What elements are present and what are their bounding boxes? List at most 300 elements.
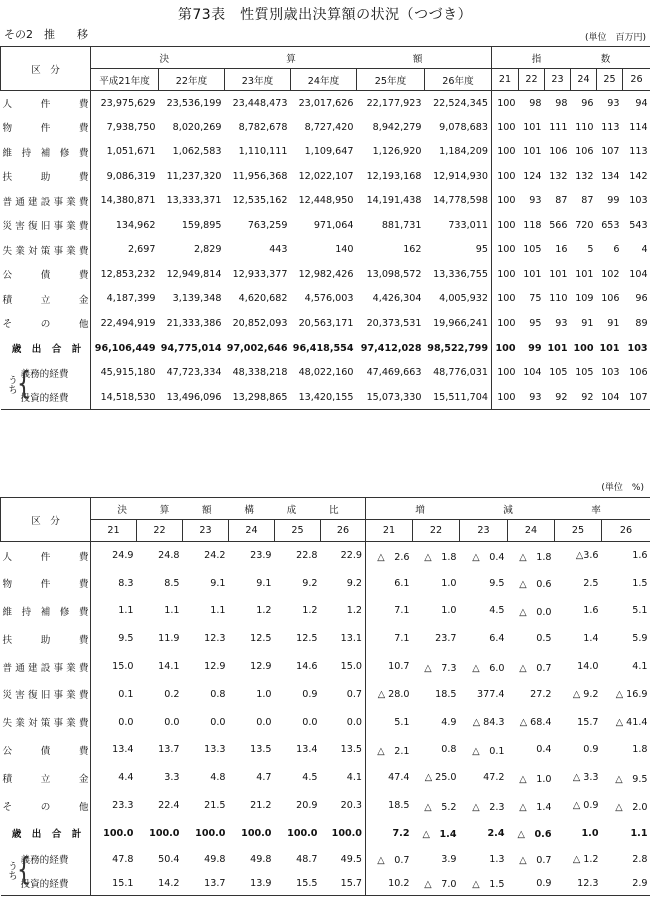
index-cell: 100 xyxy=(492,238,519,263)
row-label-char: 出 xyxy=(31,344,42,355)
amount-cell: 9,086,319 xyxy=(91,164,159,189)
composition-cell: 20.9 xyxy=(296,800,318,812)
rate-cell: 377.4 xyxy=(477,688,505,700)
row-label xyxy=(1,764,91,792)
row-label-char: 普 xyxy=(2,196,13,208)
rate-cell: 0.9 xyxy=(508,871,555,895)
row-label-char: 費 xyxy=(78,221,89,233)
index-cell: 100 xyxy=(492,262,519,287)
row-label-char: 件 xyxy=(40,123,51,135)
row-label-char: 費 xyxy=(78,662,89,674)
row-label-char: 害 xyxy=(15,690,25,702)
header-char: 算 xyxy=(286,53,296,65)
row-label-char: 人 xyxy=(2,551,13,563)
rate-cell: 4.9 xyxy=(441,716,457,728)
rate-cell: 7.1 xyxy=(366,625,413,653)
row-label-char: 災 xyxy=(2,221,13,233)
table-row xyxy=(1,164,650,189)
composition-cell: 100.0 xyxy=(91,819,137,847)
column-header-index-year: 22 xyxy=(519,69,545,91)
composition-cell: 13.4 xyxy=(91,736,137,764)
amount-cell: 96,106,449 xyxy=(91,336,159,361)
rate-cell: 1.1 xyxy=(630,827,648,839)
composition-cell: 13.9 xyxy=(229,871,275,895)
row-label-char: 害 xyxy=(15,221,25,233)
table-row xyxy=(1,680,650,708)
composition-cell: 100.0 xyxy=(149,827,180,839)
table-row xyxy=(1,764,650,792)
rate-cell: 47.2 xyxy=(483,772,505,784)
column-header-index-year: 25 xyxy=(597,69,623,91)
rate-cell: 2.5 xyxy=(583,577,599,589)
row-label-char: 積 xyxy=(2,773,13,785)
index-cell: 106 xyxy=(549,146,568,158)
rate-cell: △ 1.4 xyxy=(519,801,552,813)
amount-cell: 4,576,003 xyxy=(304,293,354,305)
table-row xyxy=(1,115,650,140)
composition-cell: 49.8 xyxy=(250,853,272,865)
group-header-rate xyxy=(366,498,650,520)
index-cell: 114 xyxy=(629,121,648,133)
index-cell: 16 xyxy=(555,244,568,256)
rate-cell: 4.5 xyxy=(489,605,505,617)
row-label-char: 業 xyxy=(15,718,25,730)
row-label xyxy=(1,597,91,625)
index-cell: 110 xyxy=(549,293,568,305)
composition-cell: 12.9 xyxy=(250,661,272,673)
row-label-char: 他 xyxy=(78,801,89,813)
rate-cell: 0.9 xyxy=(583,744,599,756)
rate-cell: 1.5 xyxy=(632,577,648,589)
row-label-char: 扶 xyxy=(2,634,13,646)
table-row xyxy=(1,91,650,116)
column-header-comp-year: 26 xyxy=(321,520,366,542)
index-cell: 104 xyxy=(597,385,623,410)
row-label-char: 補 xyxy=(40,606,51,618)
unit-label-bottom: (単位 %) xyxy=(601,483,644,493)
header-char: 指 xyxy=(531,53,542,65)
amount-cell: 1,126,920 xyxy=(372,146,422,158)
amount-cell: 23,448,473 xyxy=(232,97,288,109)
row-label xyxy=(1,653,91,681)
composition-cell: 100.0 xyxy=(195,827,226,839)
rate-cell: △ 0.9 xyxy=(572,800,599,812)
row-label xyxy=(1,708,91,736)
index-cell: 101 xyxy=(549,268,568,280)
rate-cell: 12.3 xyxy=(555,871,602,895)
row-label-char: 合 xyxy=(51,344,62,355)
page-subtitle: その2 推 移 xyxy=(4,28,88,41)
rate-cell: △ 2.1 xyxy=(366,736,413,764)
rate-cell: △ 2.3 xyxy=(472,801,505,813)
row-label-char: 建 xyxy=(27,662,38,674)
column-header-year: 23年度 xyxy=(225,69,291,91)
row-label xyxy=(1,680,91,708)
rate-cell: 0.4 xyxy=(536,744,552,756)
index-cell: 132 xyxy=(575,170,594,182)
row-label-char: 費 xyxy=(78,123,89,135)
amount-cell: 4,005,932 xyxy=(439,293,488,305)
row-label-char: 費 xyxy=(78,551,89,563)
composition-cell: 50.4 xyxy=(158,853,180,865)
index-cell: 106 xyxy=(629,367,648,379)
row-label-char: 歳 xyxy=(11,344,22,355)
amount-cell: 763,259 xyxy=(247,219,288,231)
amount-cell: 98,522,799 xyxy=(427,342,488,354)
composition-cell: 9.2 xyxy=(302,577,318,589)
row-label-char: 費 xyxy=(78,579,89,591)
row-label-char: 費 xyxy=(78,690,89,702)
table-row xyxy=(1,311,650,336)
index-cell: 104 xyxy=(629,268,648,280)
rate-cell: △ 0.4 xyxy=(472,551,505,563)
index-cell: 87 xyxy=(555,195,568,207)
row-label-char: 計 xyxy=(71,344,82,355)
row-label-char: 金 xyxy=(78,773,89,785)
index-cell: 93 xyxy=(529,195,542,207)
composition-cell: 15.1 xyxy=(91,871,137,895)
composition-cell: 22.8 xyxy=(296,550,318,562)
amount-cell: 733,011 xyxy=(448,219,488,231)
composition-cell: 14.2 xyxy=(137,871,183,895)
composition-cell: 0.8 xyxy=(210,688,226,700)
index-cell: 105 xyxy=(575,367,594,379)
row-label-char: 費 xyxy=(78,745,89,757)
index-cell: 124 xyxy=(523,170,542,182)
row-label-char: 災 xyxy=(2,690,13,702)
column-header-rate-year: 26 xyxy=(602,520,650,542)
index-cell: 6 xyxy=(613,244,620,256)
row-label-char: 事 xyxy=(53,245,64,257)
amount-cell: 14,518,530 xyxy=(91,385,159,410)
index-cell: 87 xyxy=(581,195,594,207)
rate-cell: △ 0.7 xyxy=(366,847,413,871)
row-label-char: 費 xyxy=(78,270,89,282)
row-label-char: 費 xyxy=(78,147,89,159)
table-row xyxy=(1,361,650,386)
composition-cell: 49.5 xyxy=(340,853,362,865)
composition-cell: 14.1 xyxy=(158,661,180,673)
index-cell: 142 xyxy=(629,170,648,182)
index-cell: 95 xyxy=(529,317,542,329)
table-row xyxy=(1,385,650,410)
column-header-index-year: 23 xyxy=(545,69,571,91)
amount-cell: 15,511,704 xyxy=(425,385,492,410)
column-header-category: 区 分 xyxy=(1,47,91,91)
rate-cell: △ 2.0 xyxy=(615,801,648,813)
index-cell: 96 xyxy=(581,97,594,109)
row-label xyxy=(1,115,91,140)
rate-cell: 9.5 xyxy=(489,577,505,589)
rate-cell: 10.7 xyxy=(366,653,413,681)
composition-cell: 0.0 xyxy=(346,716,362,728)
amount-cell: 8,020,269 xyxy=(172,121,222,133)
column-header-year: 25年度 xyxy=(357,69,425,91)
row-label-char: 債 xyxy=(40,745,51,757)
row-label-char: 計 xyxy=(71,829,82,841)
amount-cell: 162 xyxy=(403,244,422,256)
amount-cell: 47,723,334 xyxy=(166,367,222,379)
row-label-char: 維 xyxy=(2,147,13,159)
table-row xyxy=(1,287,650,312)
amount-cell: 96,418,554 xyxy=(292,342,354,354)
amount-cell: 12,193,168 xyxy=(366,170,422,182)
composition-cell: 13.1 xyxy=(340,633,362,645)
header-char: 比 xyxy=(329,504,339,516)
row-label-char: 失 xyxy=(2,245,13,257)
rate-cell: 18.5 xyxy=(435,688,457,700)
amount-cell: 13,098,572 xyxy=(366,268,422,280)
table-row xyxy=(1,653,650,681)
row-label-char: 公 xyxy=(2,745,13,757)
row-label-char: 設 xyxy=(40,196,51,208)
rate-cell: △ 1.2 xyxy=(572,853,599,865)
amount-cell: 13,333,371 xyxy=(166,195,222,207)
row-label-char: 業 xyxy=(66,196,76,208)
composition-cell: 9.1 xyxy=(256,577,272,589)
index-cell: 99 xyxy=(528,342,542,354)
table-row xyxy=(1,819,650,847)
table-row xyxy=(1,140,650,165)
rate-cell: △ 9.2 xyxy=(572,688,599,700)
index-cell: 93 xyxy=(607,97,620,109)
row-label-char: 補 xyxy=(40,147,51,159)
rate-cell: △ 0.6 xyxy=(517,829,552,841)
amount-cell: 4,426,304 xyxy=(372,293,422,305)
uchi-brace-top xyxy=(4,360,31,410)
index-cell: 94 xyxy=(635,97,648,109)
rate-cell: △ 1.8 xyxy=(424,551,457,563)
row-label xyxy=(1,287,91,312)
index-cell: 101 xyxy=(523,121,542,133)
index-cell: 100 xyxy=(492,287,519,312)
rate-cell: 7.2 xyxy=(366,819,413,847)
rate-cell: 47.4 xyxy=(366,764,413,792)
amount-cell: 14,778,598 xyxy=(433,195,488,207)
amount-cell: 20,373,531 xyxy=(366,317,422,329)
composition-cell: 9.1 xyxy=(210,577,226,589)
uchi-label: うち xyxy=(6,861,17,881)
index-cell: 100 xyxy=(492,213,519,238)
composition-cell: 8.5 xyxy=(164,577,180,589)
amount-cell: 4,187,399 xyxy=(91,287,159,312)
index-cell: 101 xyxy=(523,268,542,280)
index-cell: 105 xyxy=(549,367,568,379)
composition-cell: 20.3 xyxy=(340,800,362,812)
table-row xyxy=(1,708,650,736)
column-header-rate-year: 21 xyxy=(366,520,413,542)
amount-cell: 22,494,919 xyxy=(91,311,159,336)
rate-cell: △ 2.6 xyxy=(366,542,413,570)
composition-cell: 15.0 xyxy=(340,661,362,673)
header-char: 減 xyxy=(503,504,513,516)
index-cell: 107 xyxy=(623,385,650,410)
index-cell: 101 xyxy=(547,342,568,354)
group-header-index xyxy=(492,47,650,69)
row-label-char: 通 xyxy=(15,196,25,208)
column-header-comp-year: 25 xyxy=(275,520,321,542)
amount-cell: 14,191,438 xyxy=(366,195,422,207)
amount-cell: 443 xyxy=(269,244,288,256)
header-char: 数 xyxy=(600,53,611,65)
row-label-text: 投資的経費 xyxy=(20,393,69,404)
row-label-text: 投資的経費 xyxy=(20,879,69,891)
row-label-char: 費 xyxy=(78,634,89,646)
row-label-char: 設 xyxy=(40,662,51,674)
amount-cell: 1,051,671 xyxy=(91,140,159,165)
index-cell: 101 xyxy=(599,342,620,354)
composition-cell: 11.9 xyxy=(158,633,180,645)
row-label-char: 出 xyxy=(31,829,42,841)
row-label-char: 策 xyxy=(40,245,51,257)
amount-cell: 11,956,368 xyxy=(232,170,288,182)
column-header-rate-year: 24 xyxy=(508,520,555,542)
row-label-char: 他 xyxy=(78,319,89,331)
index-cell: 75 xyxy=(529,293,542,305)
index-cell: 91 xyxy=(581,317,594,329)
rate-cell: 7.1 xyxy=(366,597,413,625)
table-row xyxy=(1,847,650,871)
composition-cell: 13.5 xyxy=(250,744,272,756)
index-cell: 100 xyxy=(492,189,519,214)
composition-cell: 24.9 xyxy=(91,542,137,570)
amount-cell: 12,933,377 xyxy=(232,268,288,280)
row-label-char: 失 xyxy=(2,718,13,730)
row-label-char: 助 xyxy=(40,634,51,646)
rate-cell: △ 1.4 xyxy=(422,829,457,841)
amount-cell: 134,962 xyxy=(91,213,159,238)
column-header-rate-year: 23 xyxy=(460,520,508,542)
rate-cell: △ 68.4 xyxy=(519,716,552,728)
rate-cell: △ 0.7 xyxy=(519,662,552,674)
composition-cell: 3.3 xyxy=(164,772,180,784)
row-label xyxy=(1,311,91,336)
row-label-char: 復 xyxy=(27,221,38,233)
row-label-char: 修 xyxy=(59,147,70,159)
row-label xyxy=(1,238,91,263)
row-label-char: 対 xyxy=(27,245,38,257)
amount-cell: 19,966,241 xyxy=(433,317,488,329)
index-cell: 566 xyxy=(549,219,568,231)
rate-cell: 5.9 xyxy=(632,633,648,645)
rate-cell: △ 0.1 xyxy=(472,745,505,757)
composition-cell: 13.5 xyxy=(340,744,362,756)
index-cell: 109 xyxy=(575,293,594,305)
rate-cell: △ 25.0 xyxy=(424,772,457,784)
index-cell: 5 xyxy=(587,244,594,256)
composition-cell: 100.0 xyxy=(241,827,272,839)
index-cell: 100 xyxy=(492,361,519,386)
index-cell: 134 xyxy=(601,170,620,182)
composition-cell: 0.0 xyxy=(256,716,272,728)
rate-cell: 6.4 xyxy=(489,633,505,645)
amount-cell: 8,942,279 xyxy=(372,121,422,133)
column-header-year: 22年度 xyxy=(159,69,225,91)
rate-cell: 1.8 xyxy=(632,744,648,756)
row-label xyxy=(1,164,91,189)
header-char: 増 xyxy=(415,504,425,516)
row-label xyxy=(1,569,91,597)
column-header-index-year: 26 xyxy=(623,69,650,91)
composition-cell: 1.2 xyxy=(302,605,318,617)
row-label xyxy=(1,625,91,653)
amount-cell: 3,139,348 xyxy=(172,293,222,305)
row-label-char: 旧 xyxy=(40,221,51,233)
amount-cell: 8,727,420 xyxy=(304,121,354,133)
composition-cell: 13.4 xyxy=(296,744,318,756)
composition-cell: 12.3 xyxy=(204,633,226,645)
rate-cell: △ 16.9 xyxy=(615,688,648,700)
amount-cell: 1,184,209 xyxy=(439,146,488,158)
amount-cell: 159,895 xyxy=(181,219,222,231)
table-row xyxy=(1,336,650,361)
index-cell: 106 xyxy=(601,293,620,305)
composition-cell: 9.2 xyxy=(346,577,362,589)
amount-cell: 1,109,647 xyxy=(304,146,354,158)
composition-cell: 23.3 xyxy=(91,792,137,820)
row-label xyxy=(1,542,91,570)
row-label xyxy=(1,140,91,165)
index-cell: 103 xyxy=(627,342,648,354)
row-label-char: 立 xyxy=(40,773,51,785)
index-cell: 100 xyxy=(492,140,519,165)
row-label xyxy=(1,213,91,238)
composition-cell: 1.2 xyxy=(256,605,272,617)
rate-cell: △ 41.4 xyxy=(615,716,648,728)
composition-cell: 9.5 xyxy=(91,625,137,653)
index-cell: 100 xyxy=(573,342,594,354)
row-label-char: 金 xyxy=(78,294,89,306)
amount-cell: 47,469,663 xyxy=(366,367,422,379)
amount-cell: 12,982,426 xyxy=(298,268,354,280)
header-char: 成 xyxy=(286,504,297,516)
composition-cell: 21.2 xyxy=(250,800,272,812)
index-cell: 106 xyxy=(575,146,594,158)
table-row xyxy=(1,736,650,764)
amount-cell: 2,697 xyxy=(91,238,159,263)
composition-cell: 100.0 xyxy=(287,827,318,839)
brace-icon: { xyxy=(17,366,31,402)
rate-cell: 14.0 xyxy=(577,661,599,673)
row-label-char: 業 xyxy=(66,690,76,702)
index-cell: 543 xyxy=(629,219,648,231)
row-label-char: 立 xyxy=(40,294,51,306)
row-label xyxy=(1,189,91,214)
composition-cell: 1.2 xyxy=(346,605,362,617)
amount-cell: 7,938,750 xyxy=(91,115,159,140)
rate-cell: △ 28.0 xyxy=(366,680,413,708)
rate-cell: 27.2 xyxy=(530,688,552,700)
column-header-rate-year: 22 xyxy=(413,520,460,542)
row-label-char: 復 xyxy=(27,690,38,702)
rate-cell: △ 5.2 xyxy=(424,801,457,813)
composition-cell: 1.1 xyxy=(91,597,137,625)
composition-cell: 13.3 xyxy=(204,744,226,756)
row-label-char: 費 xyxy=(78,245,89,257)
composition-cell: 0.0 xyxy=(302,716,318,728)
row-label-char: 歳 xyxy=(11,829,22,841)
composition-cell: 15.7 xyxy=(321,871,366,895)
row-label-char: 物 xyxy=(2,123,13,135)
amount-cell: 97,002,646 xyxy=(226,342,288,354)
index-cell: 92 xyxy=(545,385,571,410)
rate-cell: 0.5 xyxy=(536,633,552,645)
row-label-char: 建 xyxy=(27,196,38,208)
amount-cell: 23,017,626 xyxy=(298,97,354,109)
brace-icon: { xyxy=(17,852,31,888)
index-cell: 93 xyxy=(519,385,545,410)
rate-cell: 1.6 xyxy=(632,550,648,562)
